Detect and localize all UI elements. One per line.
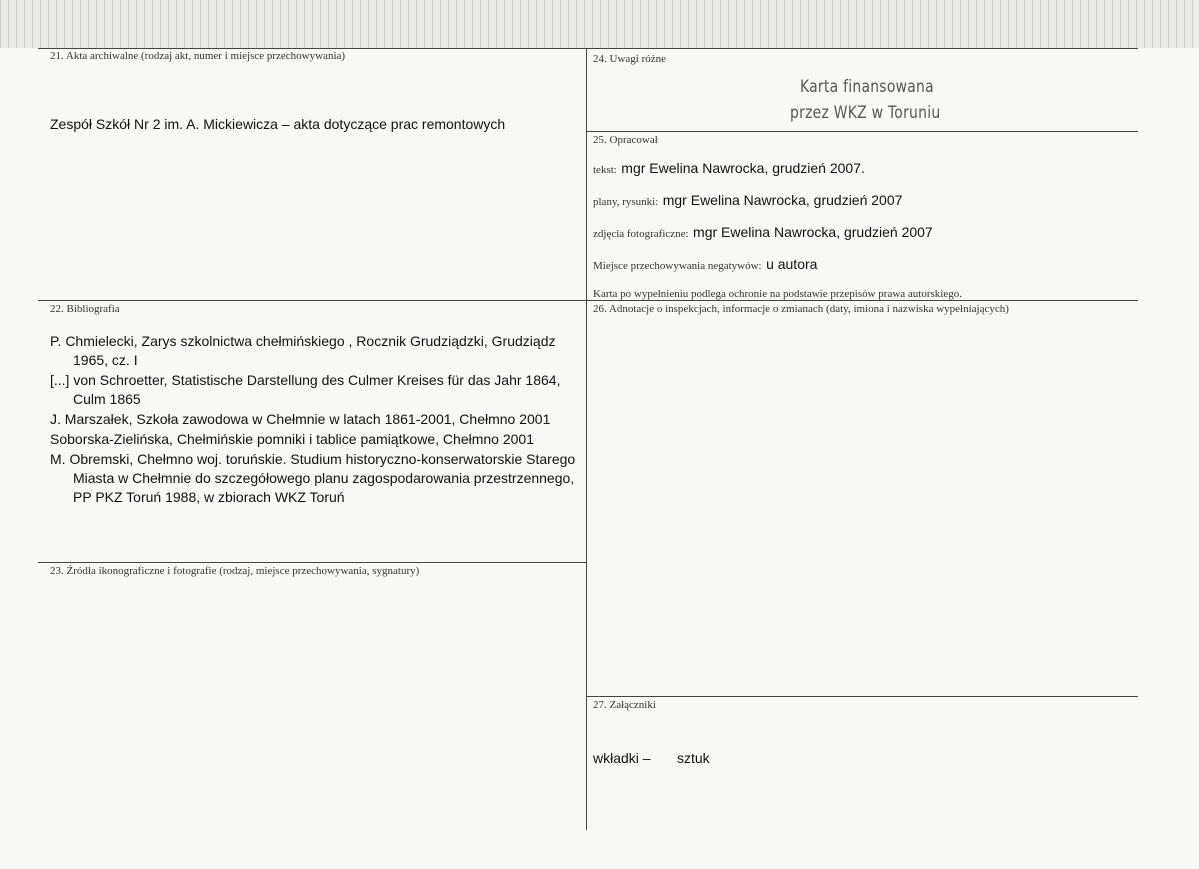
funding-stamp-line2: przez WKZ w Toruniu	[790, 103, 941, 123]
bibliography-entry: M. Obremski, Chełmno woj. toruńskie. Studium historyczno-konserwatorskie Starego Miasta w Chełmnie do szczegółowego planu zagospodarowania przestrzennego, PP PKZ Toruń 1988, w zbiorach WKZ Toruń	[50, 451, 576, 505]
bibliography-entry: [...] von Schroetter, Statistische Darstellung des Culmer Kreises für das Jahr 1864, Culm 1865	[50, 372, 561, 407]
plany-label: plany, rysunki:	[593, 196, 659, 208]
section-22-label: 22. Bibliografia	[50, 303, 120, 315]
bibliography-entry: P. Chmielecki, Zarys szkolnictwa chełmińskiego , Rocznik Grudziądzki, Grudziądz 1965, cz. I	[50, 333, 556, 368]
zdjecia-row	[593, 224, 933, 242]
negatywy-value: u autora	[766, 256, 818, 272]
divider-23	[38, 562, 586, 563]
bibliography-list	[50, 332, 580, 508]
sztuk-label: sztuk	[677, 750, 710, 766]
section-21-label: 21. Akta archiwalne (rodzaj akt, numer i miejsce przechowywania)	[50, 50, 346, 62]
section-24-label: 24. Uwagi różne	[593, 53, 667, 65]
section-21-value: Zespół Szkół Nr 2 im. A. Mickiewicza – akta dotyczące prac remontowych	[50, 116, 506, 132]
tekst-value: mgr Ewelina Nawrocka, grudzień 2007.	[621, 160, 865, 176]
tekst-label: tekst:	[593, 164, 617, 176]
plany-value: mgr Ewelina Nawrocka, grudzień 2007	[662, 192, 903, 208]
section-26-label: 26. Adnotacje o inspekcjach, informacje o zmianach (daty, imiona i nazwiska wypełniających)	[593, 303, 1009, 315]
wkladki-label: wkładki –	[593, 750, 651, 766]
funding-stamp-line1: Karta finansowana	[800, 77, 934, 97]
plany-row	[593, 192, 902, 210]
negatywy-row	[593, 256, 817, 274]
center-divider	[586, 48, 587, 830]
section-23-label: 23. Źródła ikonograficzne i fotografie (rodzaj, miejsce przechowywania, sygnatury)	[50, 565, 420, 577]
negatywy-label: Miejsce przechowywania negatywów:	[593, 260, 762, 272]
scanner-ruler-strip	[0, 0, 1199, 49]
top-border-line	[38, 48, 1138, 49]
section-25-label: 25. Opracował	[593, 134, 658, 146]
section-27-label: 27. Załączniki	[593, 699, 656, 711]
divider-25	[586, 131, 1138, 132]
tekst-row	[593, 160, 865, 178]
zdjecia-label: zdjęcia fotograficzne:	[593, 228, 689, 240]
bibliography-entry: J. Marszałek, Szkoła zawodowa w Chełmnie w latach 1861-2001, Chełmno 2001	[50, 411, 551, 427]
copyright-note: Karta po wypełnieniu podlega ochronie na podstawie przepisów prawa autorskiego.	[593, 288, 962, 300]
divider-27	[586, 696, 1138, 697]
divider-22-26	[38, 300, 1138, 301]
bibliography-entry: Soborska-Zielińska, Chełmińskie pomniki i tablice pamiątkowe, Chełmno 2001	[50, 431, 534, 447]
zdjecia-value: mgr Ewelina Nawrocka, grudzień 2007	[693, 224, 933, 240]
